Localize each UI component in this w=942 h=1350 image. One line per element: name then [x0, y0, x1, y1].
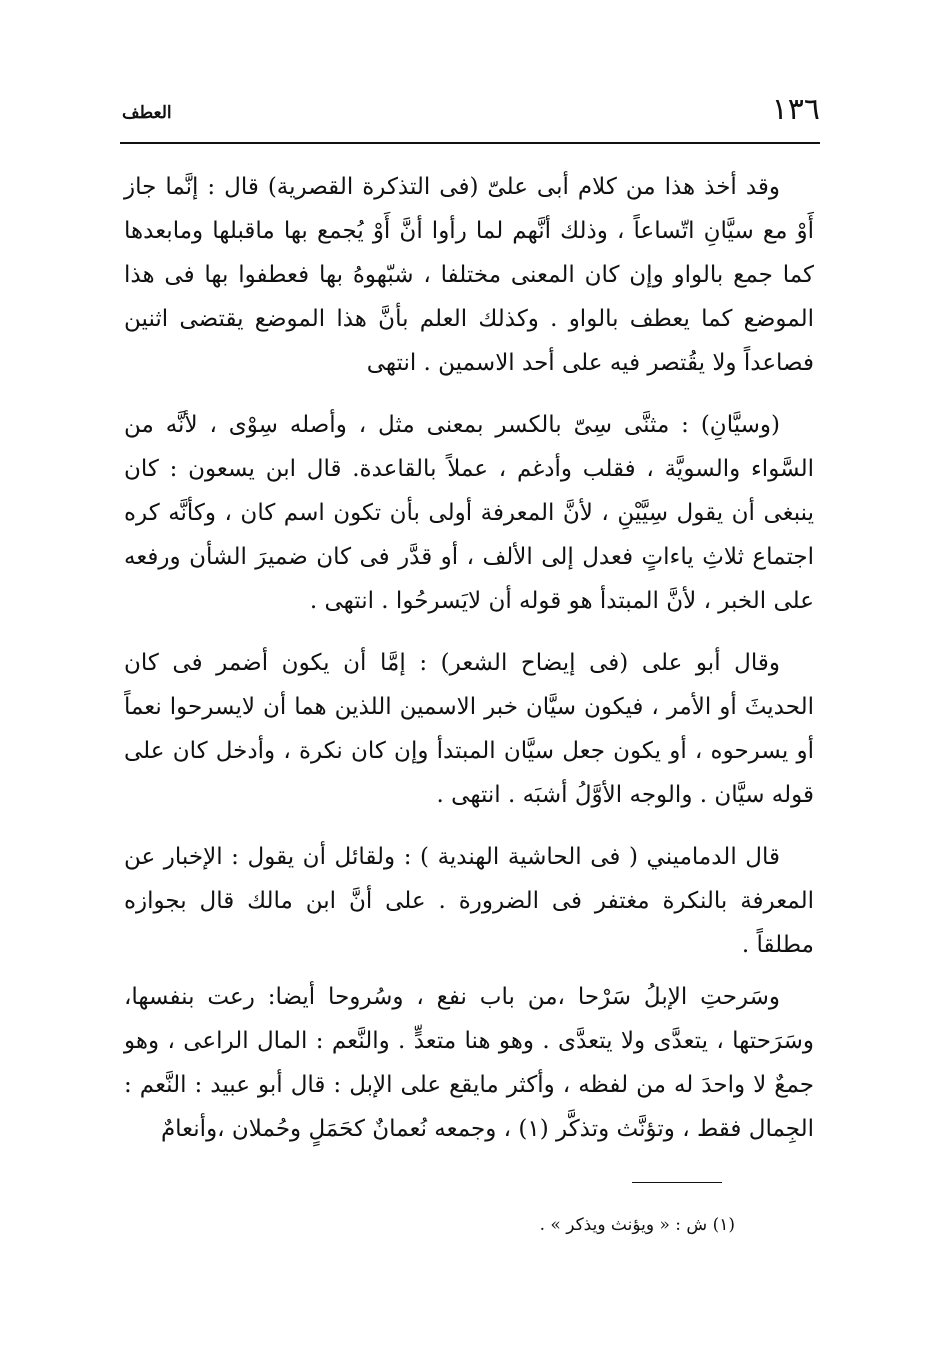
paragraph-sayyan-explanation: (وسيَّانِ) : مثنَّى سِىّ بالكسر بمعنى مثل ، وأصله سِوْى ، لأنَّه من السَّواء والسويَّة ، فقلب وأدغم ، عملاً بالقاعدة. قال ابن يسعون : كان ينبغى أن يقول سِيَّيْنِ ، لأنَّ المعرفة أولى بأن تكون اسم كان ، وكأنَّه كره اجتماع ثلاثِ ياءاتٍ فعدل إلى الألف ، أو قدَّر فى كان ضميرَ الشأن ورفعه على الخبر ، لأنَّ المبتدأ هو قوله أن لايَسرحُوا . انتهى .: [124, 412, 814, 614]
page-number: ١٣٦: [771, 92, 820, 127]
body-text: [124, 165, 814, 1169]
footnote-divider: [632, 1182, 722, 1183]
paragraph-idah-al-shir-quote: وقال أبو على (فى إيضاح الشعر) : إمَّا أن يكون أضمر فى كان الحديثَ أو الأمر ، فيكون سيَّان خبر الاسمين اللذين هما أن لايسرحوا نعماً أو يسرحوه ، أو يكون جعل سيَّان المبتدأ وإن كان نكرة ، وأدخل كان على قوله سيَّان . والوجه الأوَّلُ أشبَه . انتهى .: [124, 650, 814, 808]
page-header: [120, 92, 820, 132]
footnote: (١) ش : « ويؤنث ويذكر » .: [539, 1215, 735, 1235]
header-divider: [120, 142, 820, 144]
paragraph-damamini-quote: قال الدماميني ( فى الحاشية الهندية ) : ولقائل أن يقول : الإخبار عن المعرفة بالنكرة مغتفر فى الضرورة . على أنَّ ابن مالك قال بجوازه مطلقاً .: [124, 844, 814, 958]
paragraph-sarh-definition: وسَرحتِ الإبلُ سَرْحا ،من باب نفع ، وسُروحا أيضا: رعت بنفسها، وسَرَحتها ، يتعدَّى ولا يتعدَّى . وهو هنا متعدٍّ . والنَّعم : المال الراعى ، وهو جمعٌ لا واحدَ له من لفظه ، وأكثر مايقع على الإبل : قال أبو عبيد : النَّعم : الجِمال فقط ، وتؤنَّث وتذكَّر (١) ، وجمعه نُعمانٌ كحَمَلٍ وحُملان ،وأنعامٌ: [124, 984, 814, 1142]
running-title: العطف: [122, 103, 172, 123]
paragraph-tadhkira-quote: وقد أخذ هذا من كلام أبى علىّ (فى التذكرة القصرية) قال : إنَّما جاز أَوْ مع سيَّانِ اتّساعاً ، وذلك أنَّهم لما رأوا أنَّ أَوْ يُجمع بها ماقبلها ومابعدها كما جمع بالواو وإن كان المعنى مختلفا ، شبّهوهُ بها فعطفوا بها فى هذا الموضع كما يعطف بالواو . وكذلك العلم بأنَّ هذا الموضع يقتضى اثنين فصاعداً ولا يقُتصر فيه على أحد الاسمين . انتهى: [124, 174, 814, 376]
